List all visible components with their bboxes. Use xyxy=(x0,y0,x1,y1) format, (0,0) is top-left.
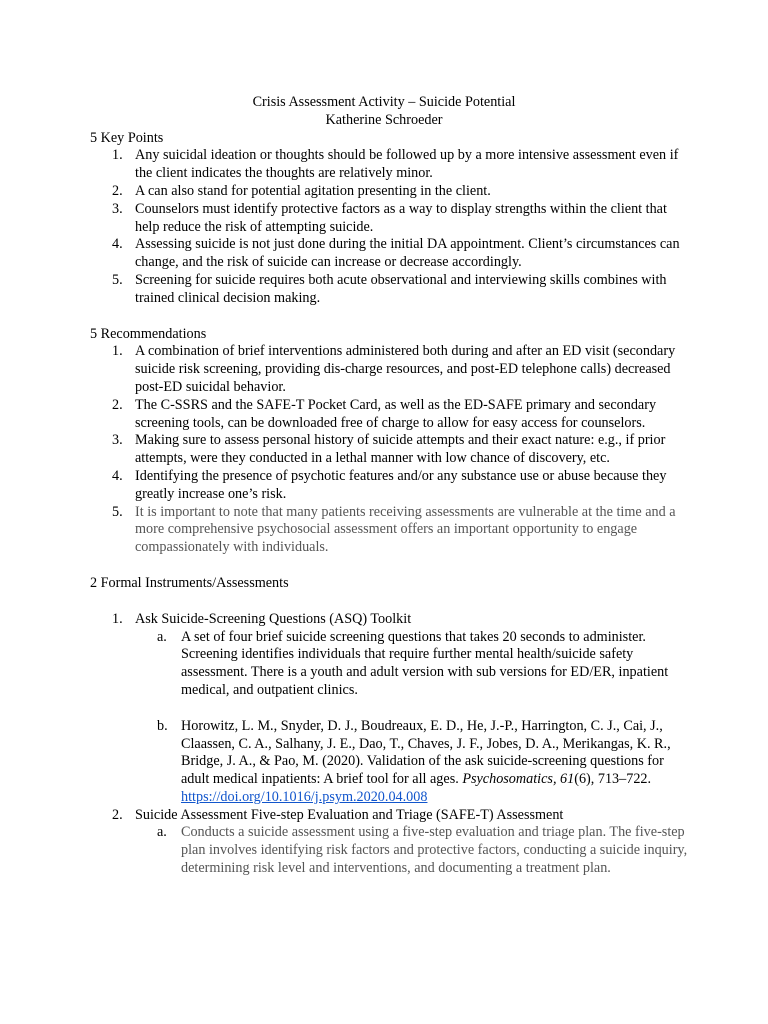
list-item xyxy=(90,432,690,468)
key-points-list xyxy=(90,147,690,307)
list-text: Making sure to assess personal history of suicide attempts and their exact nature: e.g., if prior attempts, were they conducted in a lethal manner with low chance of discovery, etc. xyxy=(135,432,666,467)
list-item xyxy=(90,397,690,433)
list-text: A set of four brief suicide screening questions that takes 20 seconds to administer. Screening identifies individuals that require further mental health/suicide safety assessment. There is a youth and adult version with sub versions for ED/ER, inpatient medical, and outpatient clinics. xyxy=(181,628,669,698)
list-number: 3. xyxy=(112,200,123,217)
list-number: 2. xyxy=(112,806,123,823)
list-text: A combination of brief interventions administered both during and after an ED visit (secondary suicide risk screening, providing dis-charge resources, and post-ED telephone calls) decreased post-ED suicidal behavior. xyxy=(135,343,676,395)
key-points-heading: 5 Key Points xyxy=(90,129,164,146)
citation-journal: Psychosomatics, 61 xyxy=(462,771,575,788)
list-number: 1. xyxy=(112,147,123,164)
doi-link[interactable]: https://doi.org/10.1016/j.psym.2020.04.008 xyxy=(181,788,428,805)
list-letter: b. xyxy=(157,717,168,734)
document-page xyxy=(90,94,690,878)
list-text: Identifying the presence of psychotic features and/or any substance use or abuse because they greatly increase one’s risk. xyxy=(135,467,667,502)
list-text: Ask Suicide-Screening Questions (ASQ) Toolkit xyxy=(135,610,412,627)
document-title: Crisis Assessment Activity – Suicide Potential xyxy=(252,94,516,110)
list-text: Counselors must identify protective factors as a way to display strengths within the client that help reduce the risk of attempting suicide. xyxy=(135,200,667,235)
recommendations-list xyxy=(90,343,690,557)
list-text: Suicide Assessment Five-step Evaluation and Triage (SAFE-T) Assessment xyxy=(135,806,564,823)
list-letter: a. xyxy=(157,628,167,645)
list-number: 4. xyxy=(112,236,123,253)
list-letter: a. xyxy=(157,824,167,841)
list-text: A can also stand for potential agitation presenting in the client. xyxy=(135,182,491,199)
list-number: 1. xyxy=(112,610,123,627)
list-text: It is important to note that many patients receiving assessments are vulnerable at the time and a more comprehensive psychosocial assessment offers an important opportunity to engage compassionately with individuals. xyxy=(135,503,676,556)
list-item xyxy=(90,611,690,629)
instruments-heading: 2 Formal Instruments/Assessments xyxy=(90,574,289,591)
list-item xyxy=(90,147,690,183)
list-number: 5. xyxy=(112,271,123,288)
list-item xyxy=(90,343,690,396)
list-text: Assessing suicide is not just done during the initial DA appointment. Client’s circumstances can change, and the risk of suicide can increase or decrease accordingly. xyxy=(135,236,680,271)
list-number: 3. xyxy=(112,432,123,449)
list-item xyxy=(90,468,690,504)
citation-text: Horowitz, L. M., Snyder, D. J., Boudreaux, E. D., He, J.-P., Harrington, C. J., Cai, J., Claassen, C. A., Salhany, J. E., Dao, T., Chaves, J. F., Jobes, D. A., Merikangas, K. R., Bridge, J. A., & Pao, M. (2020). Validation of the ask suicide-screening questions for adult medical inpatients: A brief tool for all ages. xyxy=(181,717,671,788)
list-item xyxy=(90,201,690,237)
list-item xyxy=(90,272,690,308)
list-number: 4. xyxy=(112,467,123,484)
sub-list-item xyxy=(90,629,690,700)
instruments-list xyxy=(90,611,690,878)
sub-list-item xyxy=(90,718,690,807)
list-item xyxy=(90,183,690,201)
list-item xyxy=(90,807,690,825)
list-item xyxy=(90,236,690,272)
spacer xyxy=(90,700,690,718)
list-item xyxy=(90,504,690,557)
list-number: 1. xyxy=(112,343,123,360)
list-text: The C-SSRS and the SAFE-T Pocket Card, as well as the ED-SAFE primary and secondary screening tools, can be downloaded free of charge to allow for easy access for counselors. xyxy=(135,396,657,431)
recommendations-heading: 5 Recommendations xyxy=(90,325,207,342)
list-text: Conducts a suicide assessment using a five-step evaluation and triage plan. The five-step plan involves identifying risk factors and protective factors, conducting a suicide inquiry, determining risk level and interventions, and documenting a treatment plan. xyxy=(181,824,688,877)
document-author: Katherine Schroeder xyxy=(325,111,443,128)
list-text: Screening for suicide requires both acute observational and interviewing skills combines with trained clinical decision making. xyxy=(135,271,667,306)
sub-list-item xyxy=(90,824,690,877)
list-number: 2. xyxy=(112,182,123,199)
list-number: 2. xyxy=(112,396,123,413)
list-text: Any suicidal ideation or thoughts should be followed up by a more intensive assessment even if the client indicates the thoughts are relatively minor. xyxy=(135,147,679,182)
list-number: 5. xyxy=(112,503,123,520)
citation-pages: (6), 713–722. xyxy=(574,771,652,788)
